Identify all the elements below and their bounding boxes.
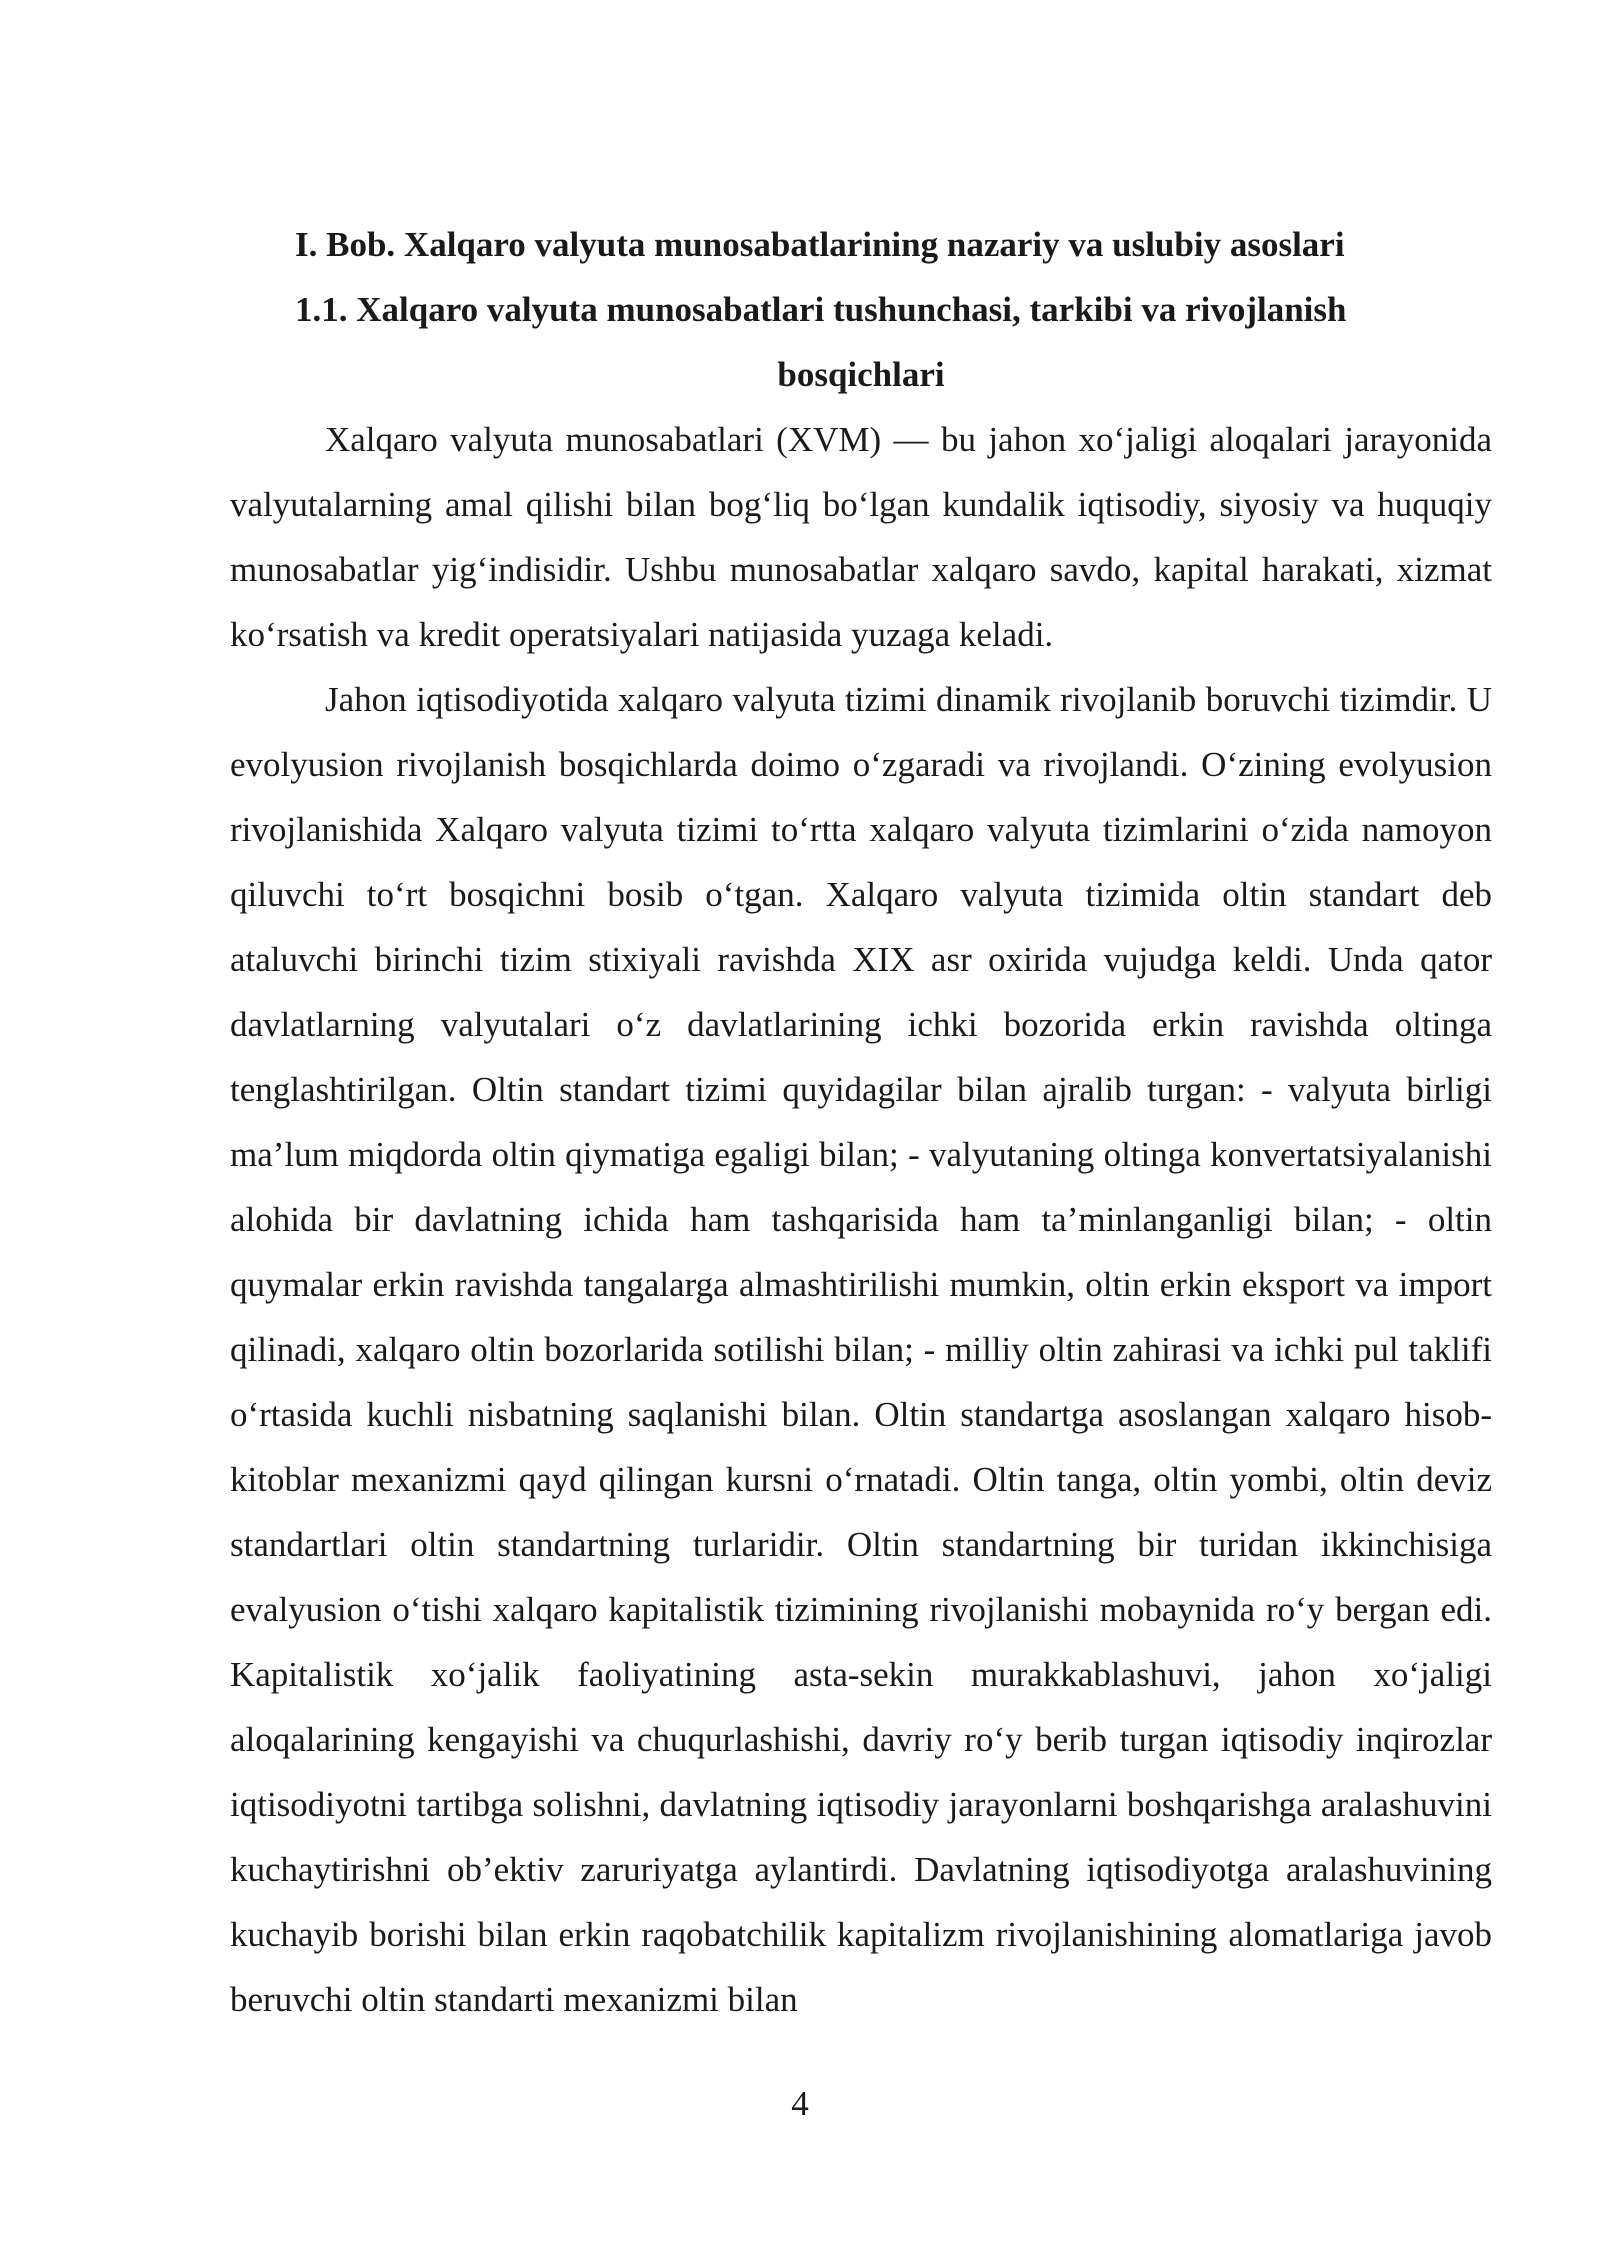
chapter-title: I. Bob. Xalqaro valyuta munosabatlarining nazariy va uslubiy asoslari: [295, 225, 1345, 264]
paragraph-intro: Xalqaro valyuta munosabatlari (XVM) — bu jahon xo‘jaligi aloqalari jarayonida valyutalarning amal qilishi bilan bog‘liq bo‘lgan kundalik iqtisodiy, siyosiy va huquqiy munosabatlar yig‘indisidir. Ushbu munosabatlar xalqaro savdo, kapital harakati, xizmat ko‘rsatish va kredit operatsiyalari natijasida yuzaga keladi.: [230, 420, 1492, 654]
section-title: 1.1. Xalqaro valyuta munosabatlari tushunchasi, tarkibi va rivojlanish: [295, 290, 1347, 329]
page-content: [230, 212, 1492, 2032]
page-number: 4: [791, 2084, 809, 2123]
paragraph-gold-standard: Jahon iqtisodiyotida xalqaro valyuta tizimi dinamik rivojlanib boruvchi tizimdir. U evolyusion rivojlanish bosqichlarda doimo o‘zgaradi va rivojlandi. O‘zining evolyusion rivojlanishida Xalqaro valyuta tizimi to‘rtta xalqaro valyuta tizimlarini o‘zida namoyon qiluvchi to‘rt bosqichni bosib o‘tgan. Xalqaro valyuta tizimida oltin standart deb ataluvchi birinchi tizim stixiyali ravishda XIX asr oxirida vujudga keldi. Unda qator davlatlarning valyutalari o‘z davlatlarining ichki bozorida erkin ravishda oltinga tenglashtirilgan. Oltin standart tizimi quyidagilar bilan ajralib turgan: - valyuta birligi ma’lum miqdorda oltin qiymatiga egaligi bilan; - valyutaning oltinga konvertatsiyalanishi alohida bir davlatning ichida ham tashqarisida ham ta’minlanganligi bilan; - oltin quymalar erkin ravishda tangalarga almashtirilishi mumkin, oltin erkin eksport va import qilinadi, xalqaro oltin bozorlarida sotilishi bilan; - milliy oltin zahirasi va ichki pul taklifi o‘rtasida kuchli nisbatning saqlanishi bilan. Oltin standartga asoslangan xalqaro hisob-kitoblar mexanizmi qayd qilingan kursni o‘rnatadi. Oltin tanga, oltin yombi, oltin deviz standartlari oltin standartning turlaridir. Oltin standartning bir turidan ikkinchisiga evalyusion o‘tishi xalqaro kapitalistik tizimining rivojlanishi mobaynida ro‘y bergan edi. Kapitalistik xo‘jalik faoliyatining asta-sekin murakkablashuvi, jahon xo‘jaligi aloqalarining kengayishi va chuqurlashishi, davriy ro‘y berib turgan iqtisodiy inqirozlar iqtisodiyotni tartibga solishni, davlatning iqtisodiy jarayonlarni boshqarishga aralashuvini kuchaytirishni ob’ektiv zaruriyatga aylantirdi. Davlatning iqtisodiyotga aralashuvining kuchayib borishi bilan erkin raqobatchilik kapitalizm rivojlanishining alomatlariga javob beruvchi oltin standarti mexanizmi bilan: [230, 680, 1492, 2019]
section-title-continued: bosqichlari: [777, 355, 945, 394]
